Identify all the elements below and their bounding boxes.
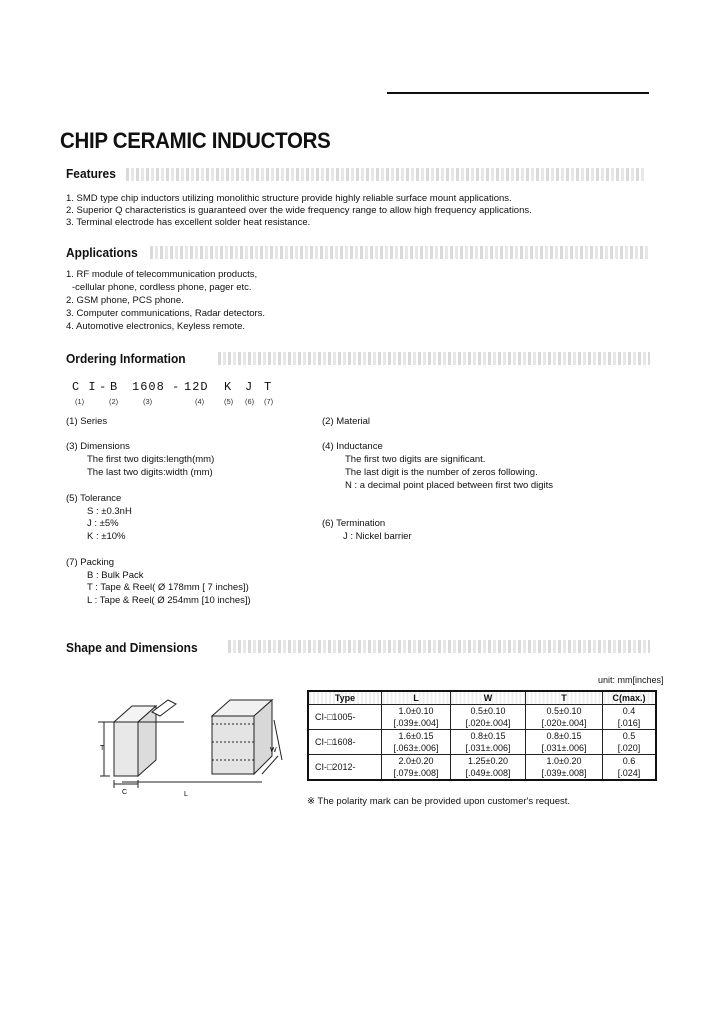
- code-index: (5): [224, 397, 234, 406]
- cell-value: [.024]: [617, 768, 641, 778]
- code-part: K: [224, 380, 233, 394]
- diagram-label-w: W: [270, 747, 277, 754]
- dimensions-table: [307, 690, 657, 781]
- applications-item: -cellular phone, cordless phone, pager etc.: [72, 282, 252, 293]
- applications-item: 3. Computer communications, Radar detectors.: [66, 308, 266, 319]
- packing-line: T : Tape & Reel( Ø 178mm [ 7 inches]): [87, 582, 249, 593]
- scan-noise: [150, 246, 650, 259]
- table-row: [308, 730, 656, 755]
- code-index: (4): [195, 397, 205, 406]
- cell-value: 0.6: [622, 756, 636, 766]
- cell-value: 0.5: [622, 731, 636, 741]
- termination-line: J : Nickel barrier: [343, 531, 412, 542]
- shape-heading: Shape and Dimensions: [66, 640, 198, 655]
- code-part: 1608: [132, 380, 165, 394]
- cell-value: [.031±.006]: [541, 743, 587, 753]
- dimensions-line: The first two digits:length(mm): [87, 454, 215, 465]
- cell-value: 2.0±0.20: [398, 756, 434, 766]
- code-part: J: [245, 380, 254, 394]
- scan-noise: [228, 640, 650, 653]
- cell-value: [.020±.004]: [465, 718, 511, 728]
- features-heading: Features: [66, 166, 116, 181]
- cell-value: [.020]: [617, 743, 641, 753]
- cell-value: 1.0±0.10: [398, 706, 434, 716]
- cell-value: [.020±.004]: [541, 718, 587, 728]
- packing-label: (7) Packing: [66, 557, 115, 568]
- column-header: T: [526, 691, 603, 705]
- tolerance-line: K : ±10%: [87, 531, 126, 542]
- unit-note: unit: mm[inches]: [598, 675, 664, 685]
- dimensions-line: The last two digits:width (mm): [87, 467, 213, 478]
- type-cell: CI-□1005-: [308, 705, 382, 730]
- inductance-line: N : a decimal point placed between first two digits: [345, 480, 554, 491]
- cell-value: [.039±.008]: [541, 768, 587, 778]
- applications-item: 1. RF module of telecommunication products,: [66, 269, 258, 280]
- code-index: (2): [109, 397, 119, 406]
- code-part: C I: [72, 380, 97, 394]
- code-part: -: [99, 380, 108, 394]
- diagram-label-l: L: [184, 791, 188, 798]
- code-index: (1): [75, 397, 85, 406]
- cell-value: [.063±.006]: [393, 743, 439, 753]
- type-cell: CI-□2012-: [308, 755, 382, 781]
- material-label: (2) Material: [322, 416, 371, 427]
- tolerance-label: (5) Tolerance: [66, 493, 122, 504]
- code-part: T: [264, 380, 273, 394]
- code-part: 12D: [184, 380, 209, 394]
- code-index: (6): [245, 397, 255, 406]
- cell-value: 0.8±0.15: [470, 731, 506, 741]
- features-item: 1. SMD type chip inductors utilizing monolithic structure provide highly reliable surface mount applications.: [66, 193, 512, 204]
- column-header: Type: [308, 691, 382, 705]
- cell-value: 1.0±0.20: [546, 756, 582, 766]
- applications-item: 4. Automotive electronics, Keyless remote.: [66, 321, 245, 332]
- cell-value: 0.5±0.10: [470, 706, 506, 716]
- features-item: 2. Superior Q characteristics is guaranteed over the wide frequency range to allow high frequency applications.: [66, 205, 532, 216]
- applications-item: 2. GSM phone, PCS phone.: [66, 295, 184, 306]
- cell-value: 1.6±0.15: [398, 731, 434, 741]
- series-label: (1) Series: [66, 416, 108, 427]
- ordering-heading: Ordering Information: [66, 351, 186, 366]
- tolerance-line: S : ±0.3nH: [87, 506, 132, 517]
- inductance-line: The first two digits are significant.: [345, 454, 486, 465]
- polarity-note: ※ The polarity mark can be provided upon customer's request.: [307, 796, 571, 807]
- column-header: C(max.): [603, 691, 657, 705]
- code-part: -: [172, 380, 181, 394]
- table-row: [308, 755, 656, 781]
- code-index: (3): [143, 397, 153, 406]
- diagram-label-t: T: [100, 745, 105, 752]
- cell-value: [.031±.006]: [465, 743, 511, 753]
- page-title: CHIP CERAMIC INDUCTORS: [60, 128, 331, 153]
- cell-value: 0.5±0.10: [546, 706, 582, 716]
- table-row: [308, 705, 656, 730]
- features-item: 3. Terminal electrode has excellent solder heat resistance.: [66, 217, 311, 228]
- applications-heading: Applications: [66, 245, 138, 260]
- code-index: (7): [264, 397, 274, 406]
- packing-line: L : Tape & Reel( Ø 254mm [10 inches]): [87, 595, 251, 606]
- column-header: W: [451, 691, 526, 705]
- termination-label: (6) Termination: [322, 518, 386, 529]
- cell-value: 0.8±0.15: [546, 731, 582, 741]
- code-part: B: [110, 380, 119, 394]
- cell-value: 0.4: [622, 706, 636, 716]
- packing-line: B : Bulk Pack: [87, 570, 144, 581]
- diagram-label-c: C: [122, 789, 128, 796]
- header-rule: [387, 92, 649, 94]
- dimensions-label: (3) Dimensions: [66, 441, 130, 452]
- chip-diagram: [92, 690, 292, 802]
- scan-noise: [218, 352, 650, 365]
- scan-noise: [126, 168, 646, 181]
- inductance-line: The last digit is the number of zeros following.: [345, 467, 538, 478]
- column-header: L: [382, 691, 451, 705]
- type-cell: CI-□1608-: [308, 730, 382, 755]
- tolerance-line: J : ±5%: [87, 518, 119, 529]
- inductance-label: (4) Inductance: [322, 441, 383, 452]
- cell-value: [.016]: [617, 718, 641, 728]
- cell-value: [.039±.004]: [393, 718, 439, 728]
- table-header-row: [308, 691, 656, 705]
- cell-value: [.079±.008]: [393, 768, 439, 778]
- cell-value: 1.25±0.20: [468, 756, 508, 766]
- cell-value: [.049±.008]: [465, 768, 511, 778]
